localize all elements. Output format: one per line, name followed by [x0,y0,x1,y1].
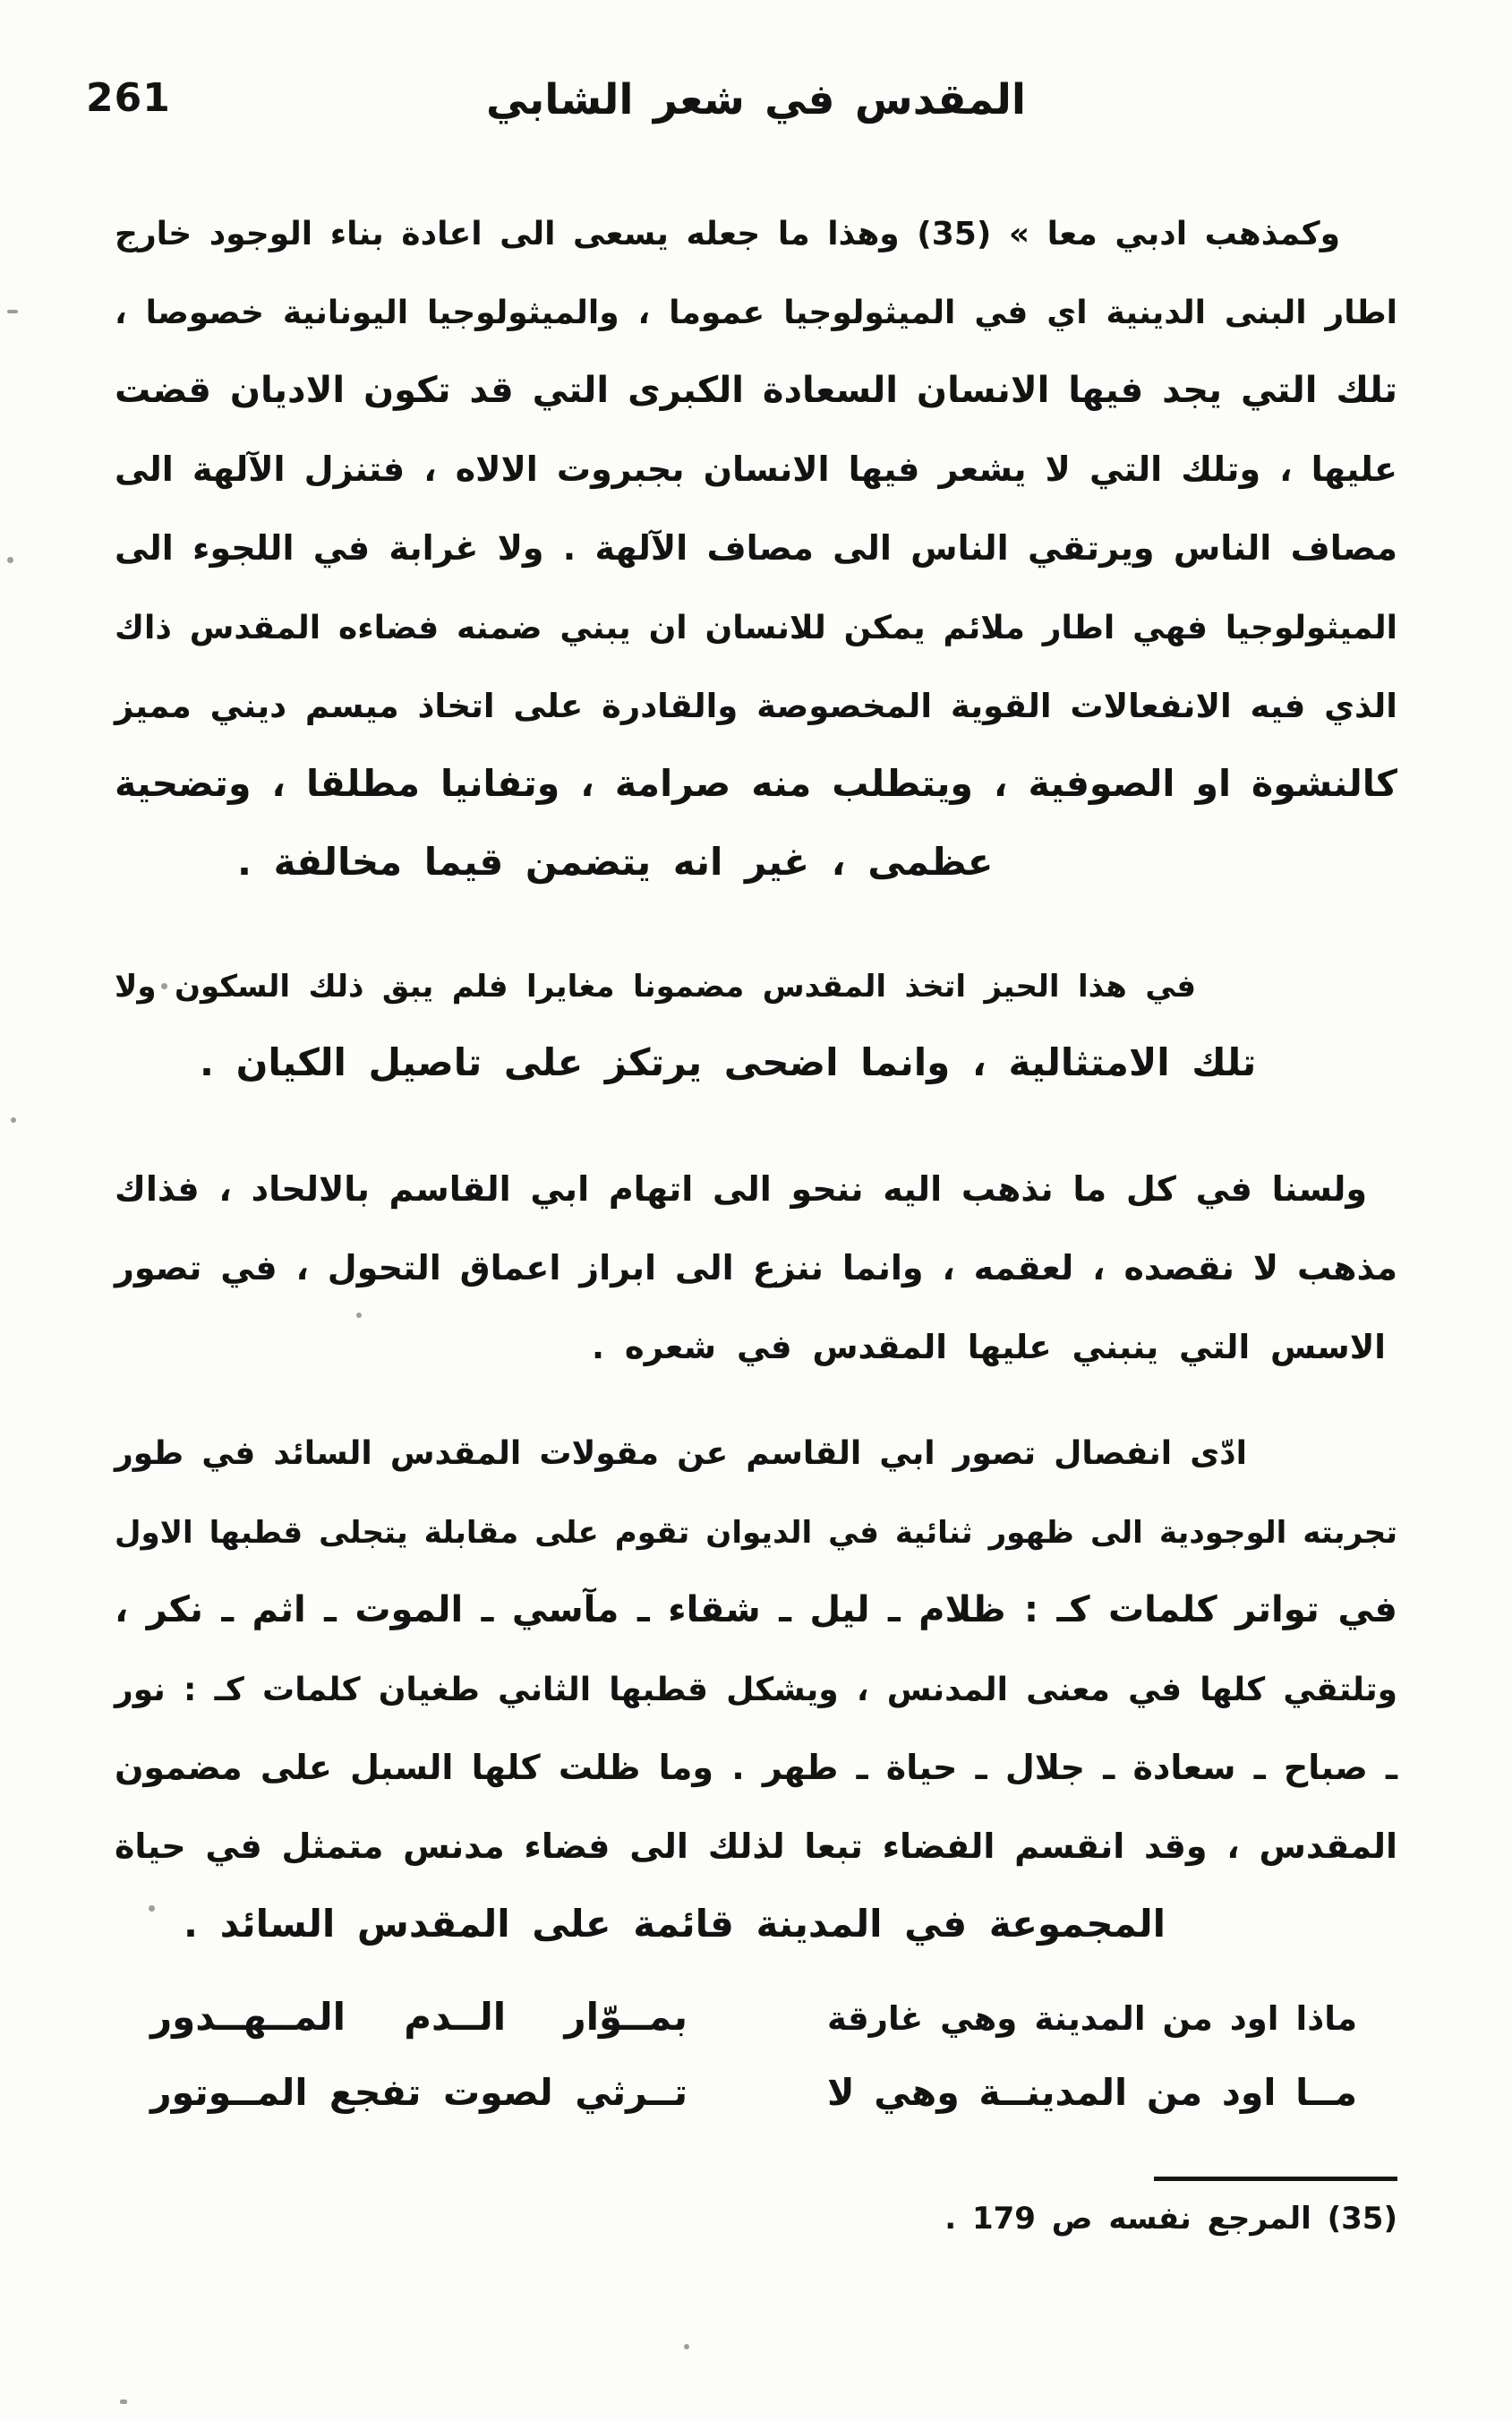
ink-speck [161,983,167,989]
page-header-title: المقدس في شعر الشابي [486,75,1026,124]
text-line-content: ـ صباح ـ سعادة ـ جلال ـ حياة ـ طهر . وما ظلت كلها السبل على مضمون [115,1748,1397,1787]
text-line [115,1306,1397,1385]
text-line [115,1806,1397,1885]
footnote [115,2192,1397,2246]
paragraph [115,945,1397,1102]
text-line [115,1648,1397,1727]
text-line-content: ولسنا في كل ما نذهب اليه ننحو الى اتهام ابي القاسم بالالحاد ، فذاك [115,1169,1367,1209]
poem-hemistich-right [827,2055,1357,2130]
text-line-content: تجربته الوجودية الى ظهور ثنائية في الديوان تقوم على مقابلة يتجلى قطبها الاول [115,1515,1397,1551]
ink-speck [7,310,18,313]
text-line-content: في تواتر كلمات كـ : ظلام ـ ليل ـ شقاء ـ مآسي ـ الموت ـ اثم ـ نكر ، [115,1589,1397,1630]
text-line [115,1412,1397,1491]
page-number: 261 [86,75,171,121]
footnote-separator [1154,2177,1397,2181]
text-line-content: المجموعة في المدينة قائمة على المقدس السائد . [184,1902,1166,1946]
text-line-content: الاسس التي ينبني عليها المقدس في شعره . [592,1328,1386,1366]
text-line [115,1149,1397,1228]
paragraph [115,192,1397,902]
ink-speck [149,1905,155,1912]
text-line [115,1885,1397,1963]
paragraph [115,1412,1397,1963]
page-body [115,192,1397,2246]
poem-text: ماذا اود من المدينة وهي غارقة [827,1999,1357,2038]
ink-speck [356,1313,362,1318]
paragraph [115,1149,1397,1385]
poem-quotation [150,1980,1357,2130]
poem-hemistich-left [150,2055,688,2130]
ink-speck [11,1117,16,1123]
poem-verse [150,1980,1357,2055]
ink-speck [684,2344,689,2349]
text-line-content: الميثولوجيا فهي اطار ملائم يمكن للانسان ان يبني ضمنه فضاءه المقدس ذاك [115,610,1397,646]
text-line [115,1228,1397,1306]
text-line [115,1570,1397,1648]
footnote-text: (35) المرجع نفسه ص 179 . [944,2201,1397,2237]
poem-text: مــا اود من المدينــة وهي لا [827,2071,1357,2114]
text-line-content: كالنشوة او الصوفية ، ويتطلب منه صرامة ، وتفانيا مطلقا ، وتضحية [115,762,1397,805]
text-line-content: وتلتقي كلها في معنى المدنس ، ويشكل قطبها الثاني طغيان كلمات كـ : نور [115,1672,1397,1708]
text-line [115,945,1397,1023]
poem-hemistich-left [150,1980,688,2055]
ink-speck [120,2400,127,2404]
text-line-content: عظمى ، غير انه يتضمن قيما مخالفة . [237,840,994,884]
ink-speck [7,557,13,563]
poem-hemistich-right [827,1980,1357,2057]
text-line [115,350,1397,429]
poem-text: بمــوّار الــدم المــهــدور [150,1995,688,2039]
text-line-content: ادّى انفصال تصور ابي القاسم عن مقولات المقدس السائد في طور [115,1435,1247,1472]
text-line [115,192,1397,271]
text-line-content: تلك الامتثالية ، وانما اضحى يرتكز على تاصيل الكيان . [200,1040,1257,1084]
text-line-content: في هذا الحيز اتخذ المقدس مضمونا مغايرا فلم يبق ذلك السكون ولا [115,969,1196,1005]
poem-text: تــرثي لصوت تفجع المــوتور [150,2071,688,2114]
poem-verse [150,2055,1357,2130]
text-line [115,1491,1397,1570]
text-line [115,823,1397,902]
text-line [115,1727,1397,1806]
text-line-content: الذي فيه الانفعالات القوية المخصوصة والقادرة على اتخاذ ميسم ديني مميز [115,687,1397,725]
text-line [115,665,1397,744]
text-line [115,508,1397,586]
text-line-content: اطار البنى الدينية اي في الميثولوجيا عموما ، والميثولوجيا اليونانية خصوصا ، [115,295,1397,331]
text-line [115,429,1397,508]
text-line-content: المقدس ، وقد انقسم الفضاء تبعا لذلك الى فضاء مدنس متمثل في حياة [115,1826,1397,1866]
text-line [115,271,1397,350]
text-line [115,744,1397,823]
text-line [115,1023,1397,1102]
text-line [115,586,1397,665]
text-line-content: مصاف الناس ويرتقي الناس الى مصاف الآلهة . ولا غرابة في اللجوء الى [115,528,1397,568]
text-line-content: عليها ، وتلك التي لا يشعر فيها الانسان بجبروت الالاه ، فتنزل الآلهة الى [115,449,1397,489]
text-line-content: وكمذهب ادبي معا » (35) وهذا ما جعله يسعى الى اعادة بناء الوجود خارج [115,216,1340,252]
text-line-content: مذهب لا نقصده ، لعقمه ، وانما ننزع الى ابراز اعماق التحول ، في تصور [115,1248,1397,1287]
text-line-content: تلك التي يجد فيها الانسان السعادة الكبرى التي قد تكون الاديان قضت [115,370,1397,411]
